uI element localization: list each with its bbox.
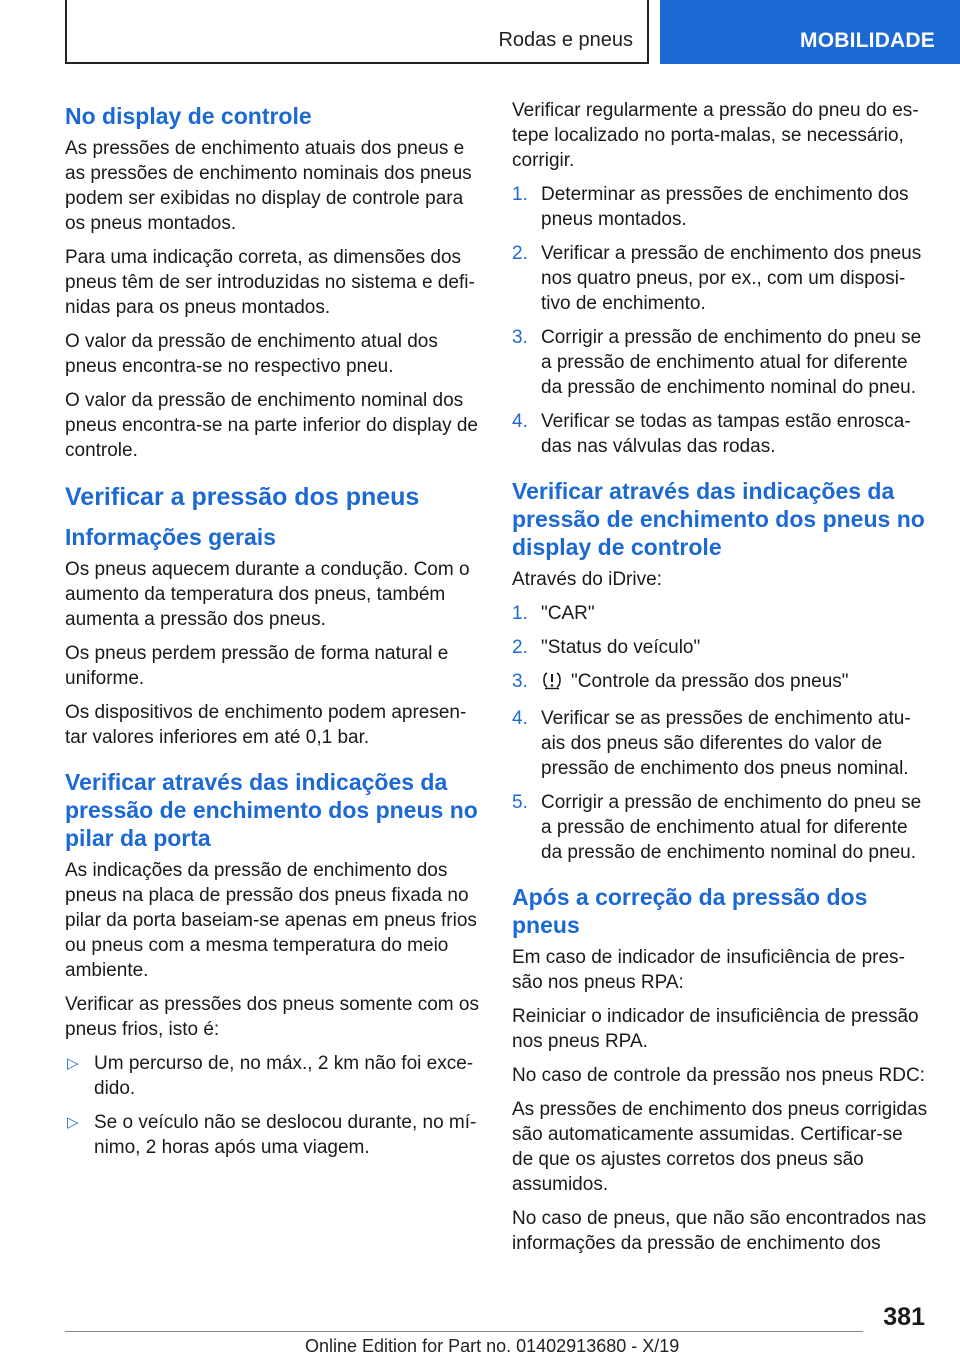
- footer-divider: [65, 1331, 863, 1332]
- footer-edition: Online Edition for Part no. 01402913680 - X/19: [305, 1336, 680, 1356]
- bullet-list: [65, 1051, 481, 1160]
- list-item: 3. "Controle da pressão dos pneus": [512, 669, 928, 697]
- paragraph: No caso de pneus, que não são encontrados nas informações da pressão de enchimento dos: [512, 1208, 927, 1254]
- paragraph: O valor da pressão de enchimento nominal dos pneus encontra-se na parte inferior do display de controle.: [65, 390, 478, 461]
- paragraph: Verificar as pressões dos pneus somente com os pneus frios, isto é:: [65, 994, 479, 1040]
- paragraph: Os dispositivos de enchimento podem apresentar valores inferiores em até 0,1 bar.: [65, 702, 467, 748]
- list-item: 1. "CAR": [512, 603, 595, 624]
- paragraph: Os pneus aquecem durante a condução. Com o aumento da temperatura dos pneus, também aumenta a pressão dos pneus.: [65, 559, 470, 630]
- page-header: [0, 0, 960, 66]
- page-number: 381: [883, 1303, 925, 1331]
- section-title: Rodas e pneus: [498, 29, 633, 51]
- steps-list-check: [512, 182, 928, 459]
- paragraph: Verificar regularmente a pressão do pneu do estepe localizado no porta-malas, se necessário, corrigir.: [512, 100, 919, 171]
- section-header-box: [65, 0, 649, 64]
- heading-display-idrive: Verificar através das indicações da pressão de enchimento dos pneus no display de controle: [512, 478, 925, 560]
- heading-pilar-porta: Verificar através das indicações da pressão de enchimento dos pneus no pilar da porta: [65, 769, 478, 851]
- paragraph: Os pneus perdem pressão de forma natural e uniforme.: [65, 643, 449, 689]
- paragraph: Para uma indicação correta, as dimensões dos pneus têm de ser introduzidas no sistema e definidas para os pneus montados.: [65, 247, 475, 318]
- chapter-tab: MOBILIDADE: [660, 0, 960, 64]
- heading-display-controle: No display de controle: [65, 103, 312, 129]
- right-column: [512, 98, 928, 1265]
- list-item: 5. Corrigir a pressão de enchimento do pneu se a pressão de enchimento atual for diferente da pressão de enchimento nominal do pneu.: [512, 792, 922, 863]
- list-item: 3. Corrigir a pressão de enchimento do pneu se a pressão de enchimento atual for diferente da pressão de enchimento nominal do pneu.: [512, 327, 922, 398]
- heading-apos-correcao: Após a correção da pressão dos pneus: [512, 884, 868, 938]
- triangle-bullet-icon: ▷: [67, 1055, 79, 1072]
- list-item: 2. Verificar a pressão de enchimento dos pneus nos quatro pneus, por ex., com um dispositivo de enchimento.: [512, 243, 922, 314]
- heading-verificar-pressao: Verificar a pressão dos pneus: [65, 483, 420, 511]
- list-item: ▷ Um percurso de, no máx., 2 km não foi excedido.: [67, 1053, 474, 1099]
- list-item: ▷ Se o veículo não se deslocou durante, no mínimo, 2 horas após uma viagem.: [67, 1112, 477, 1158]
- left-column: [65, 98, 481, 1169]
- paragraph: Reiniciar o indicador de insuficiência de pressão nos pneus RPA.: [512, 1006, 919, 1052]
- steps-list-idrive: [512, 601, 928, 865]
- paragraph: As pressões de enchimento atuais dos pneus e as pressões de enchimento nominais dos pneus podem ser exibidas no display de controle para os pneus montados.: [65, 138, 472, 234]
- paragraph: As indicações da pressão de enchimento dos pneus na placa de pressão dos pneus fixada no pilar da porta baseiam-se apenas em pneus frios ou pneus com a mesma temperatura do meio ambiente.: [65, 860, 477, 981]
- tire-pressure-warning-icon: [541, 670, 563, 697]
- paragraph: Através do iDrive:: [512, 569, 662, 590]
- list-item: 1. Determinar as pressões de enchimento dos pneus montados.: [512, 184, 909, 230]
- heading-informacoes-gerais: Informações gerais: [65, 524, 276, 550]
- paragraph: No caso de controle da pressão nos pneus RDC:: [512, 1065, 925, 1086]
- list-item: 4. Verificar se todas as tampas estão enroscadas nas válvulas das rodas.: [512, 411, 911, 457]
- paragraph: O valor da pressão de enchimento atual dos pneus encontra-se no respectivo pneu.: [65, 331, 438, 377]
- paragraph: As pressões de enchimento dos pneus corrigidas são automaticamente assumidas. Certificar-se de que os ajustes corretos dos pneus são assumidos.: [512, 1099, 928, 1195]
- paragraph: Em caso de indicador de insuficiência de pressão nos pneus RPA:: [512, 947, 905, 993]
- list-item: 2. "Status do veículo": [512, 637, 701, 658]
- triangle-bullet-icon: ▷: [67, 1114, 79, 1131]
- list-item: 4. Verificar se as pressões de enchimento atuais dos pneus são diferentes do valor de pressão de enchimento dos pneus nominal.: [512, 708, 911, 779]
